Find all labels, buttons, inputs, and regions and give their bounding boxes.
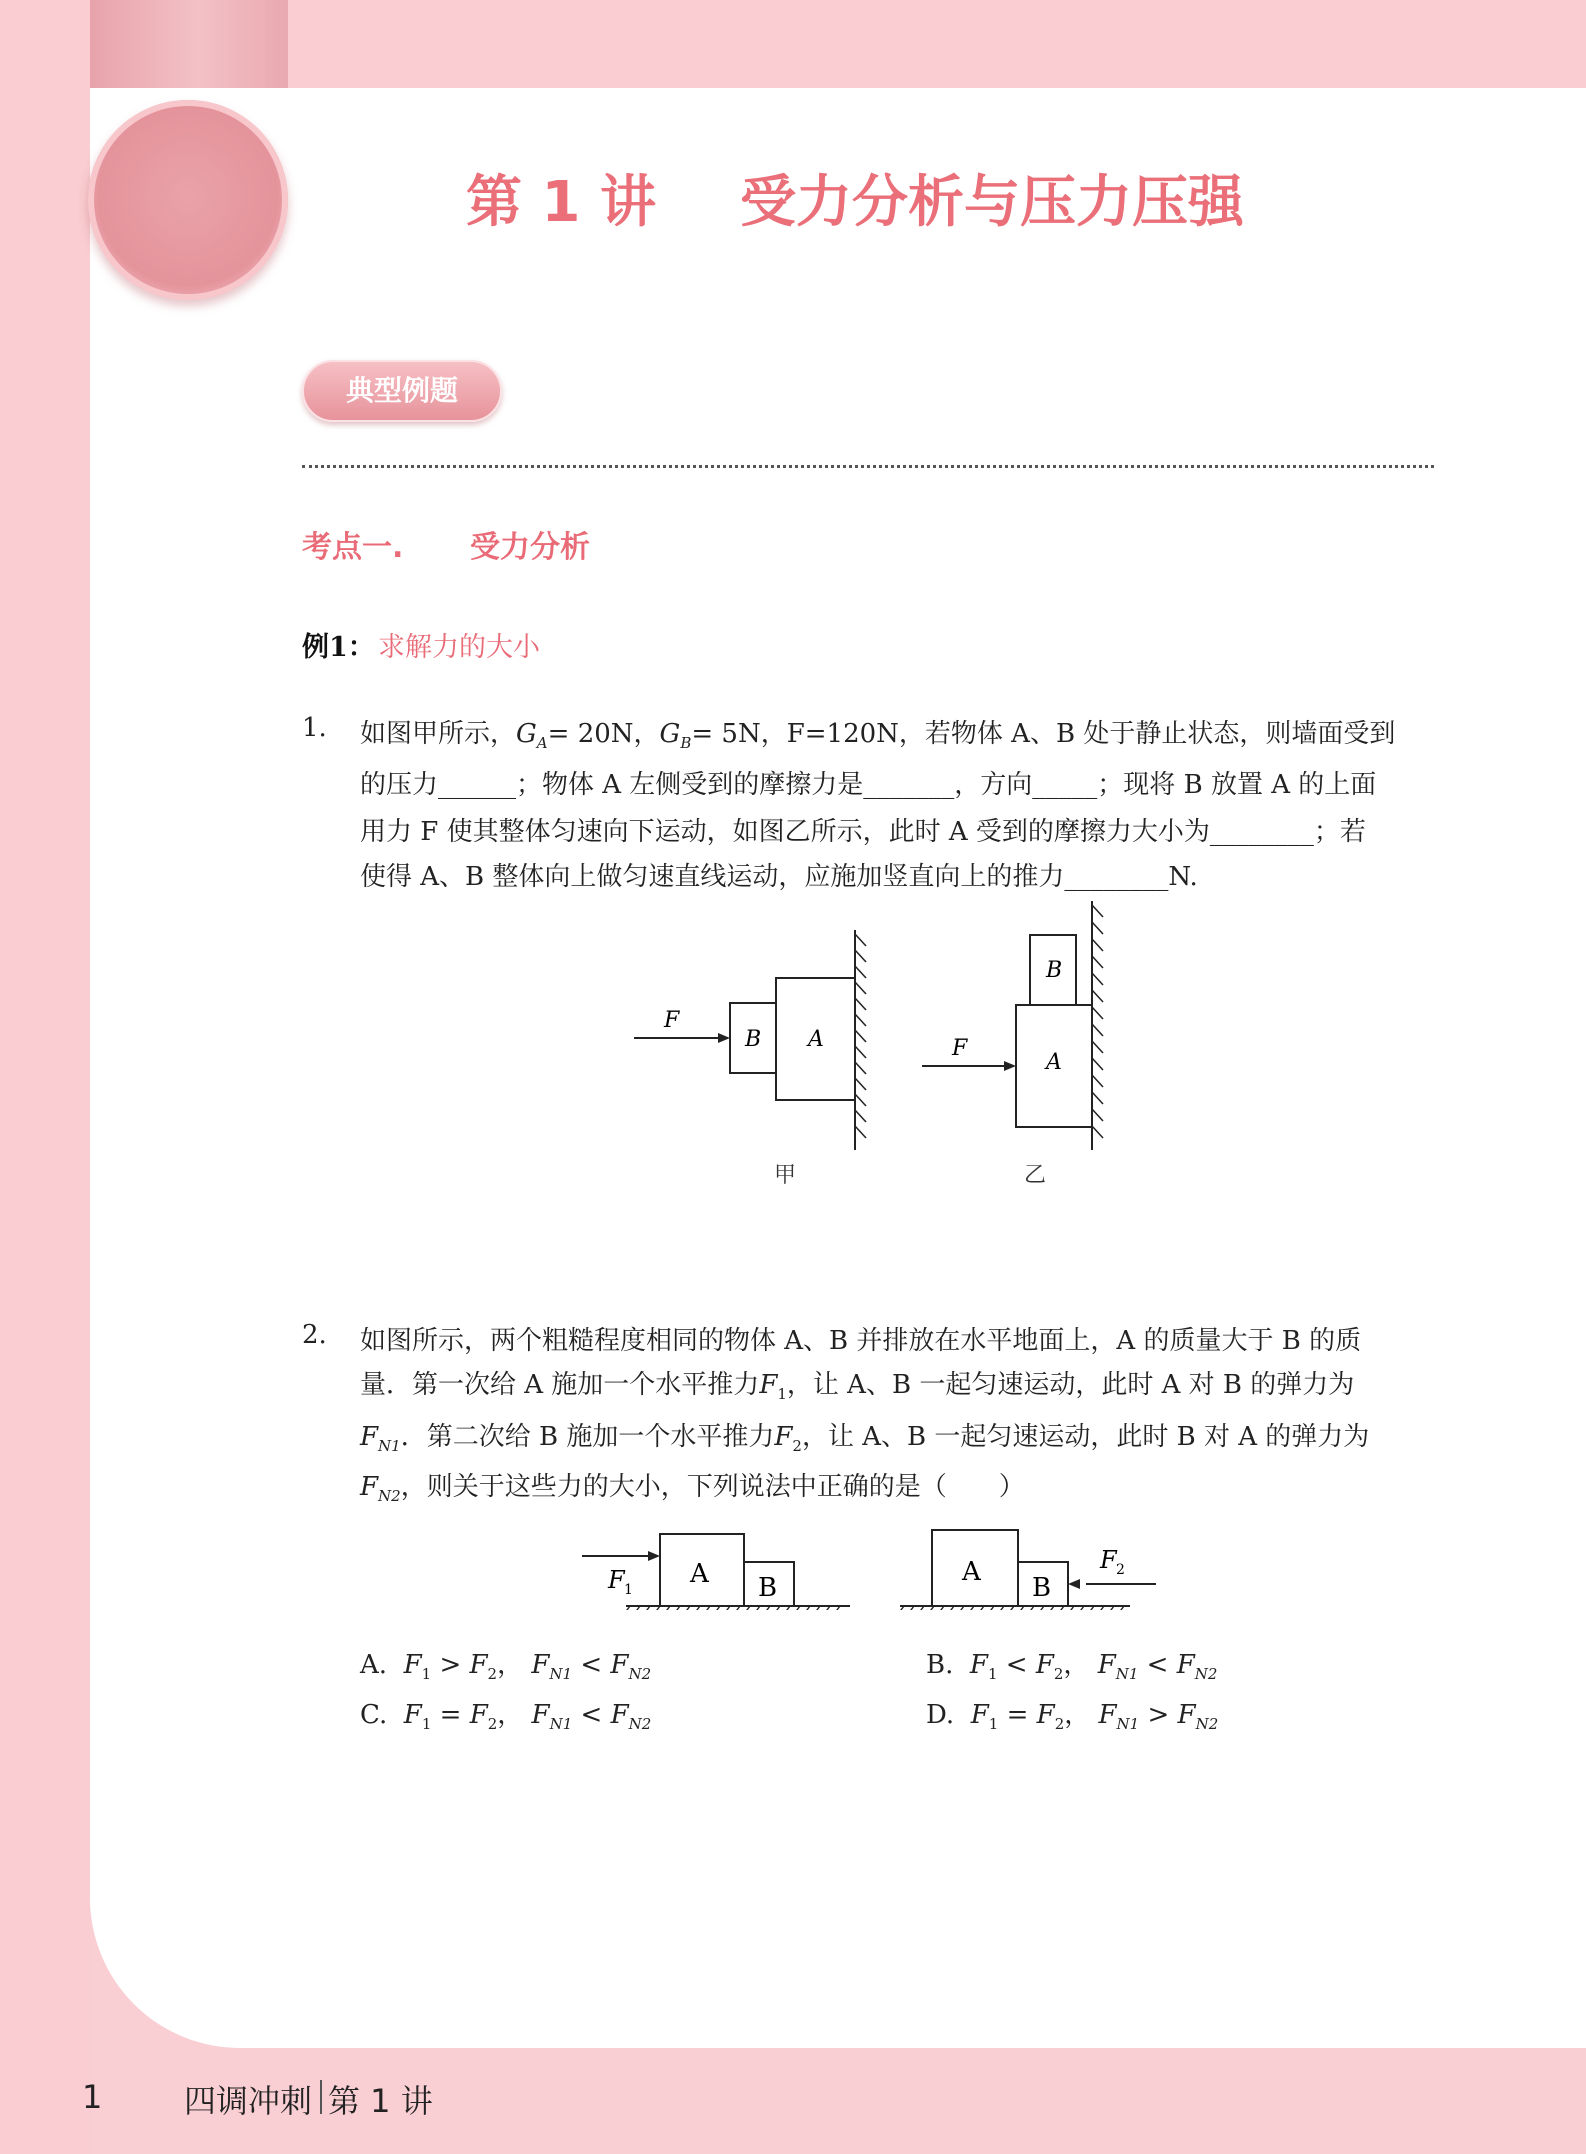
- lecture-number: 第 1 讲: [466, 170, 656, 235]
- f-symbol: F: [610, 1700, 629, 1730]
- subscript: 2: [1054, 1715, 1065, 1734]
- example-label: 例1：: [302, 632, 375, 663]
- subscript: 1: [421, 1715, 432, 1734]
- arrow-head: [1004, 1061, 1016, 1071]
- figure-yi: [916, 895, 1146, 1155]
- footer-lecture: 第 1 讲: [328, 2082, 433, 2120]
- relation-symbol: <: [580, 1700, 603, 1730]
- force-f1-subscript: 1: [624, 1582, 633, 1598]
- separator: ，: [633, 719, 660, 749]
- block-b-label: B: [758, 1573, 778, 1603]
- section-pill: [302, 360, 502, 422]
- option-label: C.: [360, 1700, 388, 1730]
- f-symbol: F: [531, 1700, 550, 1730]
- topic-name: 受力分析: [470, 530, 590, 565]
- wall-hatching: [855, 934, 866, 1138]
- arrow-head: [718, 1033, 730, 1043]
- q1-text: ，F=120N，若物体 A、B 处于静止状态，则墙面受到: [760, 719, 1396, 749]
- figure-q2-left: [578, 1520, 854, 1610]
- option-label: D.: [926, 1700, 955, 1730]
- f-symbol: F: [759, 1370, 778, 1400]
- q2-text: ．第二次给 B 施加一个水平推力: [400, 1422, 775, 1452]
- q2-text: ，则关于这些力的大小，下列说法中正确的是（ ）: [400, 1472, 1025, 1502]
- relation-symbol: <: [1146, 1650, 1169, 1680]
- question-1-line-3: 用力 F 使其整体匀速向下运动，如图乙所示，此时 A 受到的摩擦力大小为________；若: [360, 817, 1366, 847]
- force-f2-label: F: [1100, 1546, 1117, 1574]
- f-symbol: F: [469, 1700, 488, 1730]
- f-symbol: F: [1177, 1700, 1196, 1730]
- wall-hatching: [1092, 905, 1103, 1138]
- force-label: F: [952, 1036, 968, 1061]
- subscript: 2: [792, 1437, 802, 1456]
- dotted-divider: [302, 465, 1434, 468]
- f-symbol: F: [360, 1472, 379, 1502]
- block-a-label: A: [962, 1557, 981, 1587]
- subscript: N2: [378, 1487, 401, 1506]
- relation-symbol: <: [1005, 1650, 1028, 1680]
- example-topic: 求解力的大小: [378, 632, 540, 663]
- f-symbol: F: [1036, 1700, 1055, 1730]
- option-a[interactable]: A. $F_1 > F_2$， $F_{N1} < F_{N2}$: [360, 1650, 652, 1684]
- force-label: F: [664, 1008, 680, 1033]
- page-number: 1: [82, 2078, 103, 2116]
- subscript: 2: [1053, 1665, 1064, 1684]
- f-symbol: F: [970, 1700, 989, 1730]
- force-f2-subscript: 2: [1116, 1562, 1125, 1578]
- question-1-line-1: [360, 713, 1395, 752]
- question-2-line-2: [360, 1364, 1354, 1403]
- f-symbol: F: [1097, 1650, 1116, 1680]
- subscript: 1: [421, 1665, 432, 1684]
- q2-text: ，让 A、B 一起匀速运动，此时 B 对 A 的弹力为: [801, 1422, 1370, 1452]
- question-1-line-4: 使得 A、B 整体向上做匀速直线运动，应施加竖直向上的推力________N.: [360, 862, 1198, 892]
- subscript: N2: [628, 1715, 652, 1734]
- gb-symbol: G: [659, 719, 681, 749]
- subscript: N1: [1116, 1715, 1140, 1734]
- relation-symbol: <: [580, 1650, 603, 1680]
- f-symbol: F: [403, 1650, 422, 1680]
- footer-book-title: 四调冲刺: [184, 2082, 313, 2120]
- subscript: N1: [1115, 1665, 1139, 1684]
- subscript: 1: [987, 1665, 998, 1684]
- f-symbol: F: [1176, 1650, 1195, 1680]
- ga-symbol: G: [516, 719, 537, 749]
- block-b-label: B: [1046, 958, 1063, 983]
- f-symbol: F: [969, 1650, 988, 1680]
- gb-subscript: B: [680, 734, 692, 753]
- subscript: N1: [378, 1437, 401, 1456]
- f-symbol: F: [403, 1700, 422, 1730]
- question-2-line-3: [360, 1416, 1369, 1455]
- section-pill-label: 典型例题: [345, 374, 458, 407]
- arrow-head: [648, 1551, 660, 1561]
- block-b-label: B: [745, 1027, 762, 1052]
- force-f1-label: F: [608, 1566, 625, 1594]
- subscript: N1: [549, 1665, 573, 1684]
- q1-text: 如图甲所示，: [360, 719, 517, 749]
- block-a-label: A: [690, 1559, 709, 1589]
- option-b[interactable]: B. $F_1 < F_2$， $F_{N1} < F_{N2}$: [926, 1650, 1218, 1684]
- f-symbol: F: [360, 1422, 379, 1452]
- gb-value: = 5N: [691, 719, 761, 749]
- f-symbol: F: [469, 1650, 488, 1680]
- footer-divider: [320, 2080, 322, 2114]
- question-1-number: 1.: [302, 713, 327, 743]
- figure-q2-right: [896, 1520, 1164, 1610]
- question-2-line-4: [360, 1466, 1025, 1505]
- f-symbol: F: [1035, 1650, 1054, 1680]
- relation-symbol: >: [439, 1650, 462, 1680]
- question-2-number: 2.: [302, 1320, 327, 1350]
- ga-value: = 20N: [547, 719, 634, 749]
- ga-subscript: A: [536, 734, 548, 753]
- arrow-head: [1068, 1579, 1080, 1589]
- subscript: 1: [777, 1385, 787, 1404]
- question-2-line-1: 如图所示，两个粗糙程度相同的物体 A、B 并排放在水平地面上，A 的质量大于 B 的质: [360, 1326, 1362, 1356]
- f-symbol: F: [1098, 1700, 1117, 1730]
- subscript: N2: [1195, 1715, 1219, 1734]
- page-title: 受力分析与压力压强: [740, 170, 1244, 235]
- subscript: 1: [988, 1715, 999, 1734]
- relation-symbol: =: [439, 1700, 462, 1730]
- block-b-label: B: [1032, 1573, 1052, 1603]
- q2-text: ，让 A、B 一起匀速运动，此时 A 对 B 的弹力为: [786, 1370, 1355, 1400]
- caption-jia: 甲: [774, 1163, 797, 1188]
- block-a-label: A: [1046, 1050, 1062, 1075]
- relation-symbol: =: [1006, 1700, 1029, 1730]
- f-symbol: F: [610, 1650, 629, 1680]
- f-symbol: F: [531, 1650, 550, 1680]
- subscript: 2: [487, 1715, 498, 1734]
- subscript: N2: [628, 1665, 652, 1684]
- left-margin-band: [0, 0, 90, 2154]
- decorative-circle: [88, 100, 288, 300]
- f-symbol: F: [774, 1422, 793, 1452]
- option-label: A.: [360, 1650, 388, 1680]
- question-1-line-2: 的压力______；物体 A 左侧受到的摩擦力是_______，方向_____；现将 B 放置 A 的上面: [360, 770, 1377, 800]
- option-d[interactable]: D. $F_1 = F_2$， $F_{N1} > F_{N2}$: [926, 1700, 1219, 1734]
- subscript: N2: [1194, 1665, 1218, 1684]
- caption-yi: 乙: [1024, 1163, 1047, 1188]
- topic-number: 考点一.: [302, 530, 404, 565]
- option-label: B.: [926, 1650, 954, 1680]
- subscript: N1: [549, 1715, 573, 1734]
- subscript: 2: [487, 1665, 498, 1684]
- relation-symbol: >: [1147, 1700, 1170, 1730]
- figure-jia: [628, 920, 868, 1170]
- block-a-label: A: [808, 1027, 824, 1052]
- option-c[interactable]: C. $F_1 = F_2$， $F_{N1} < F_{N2}$: [360, 1700, 652, 1734]
- q2-text: 量．第一次给 A 施加一个水平推力: [360, 1370, 760, 1400]
